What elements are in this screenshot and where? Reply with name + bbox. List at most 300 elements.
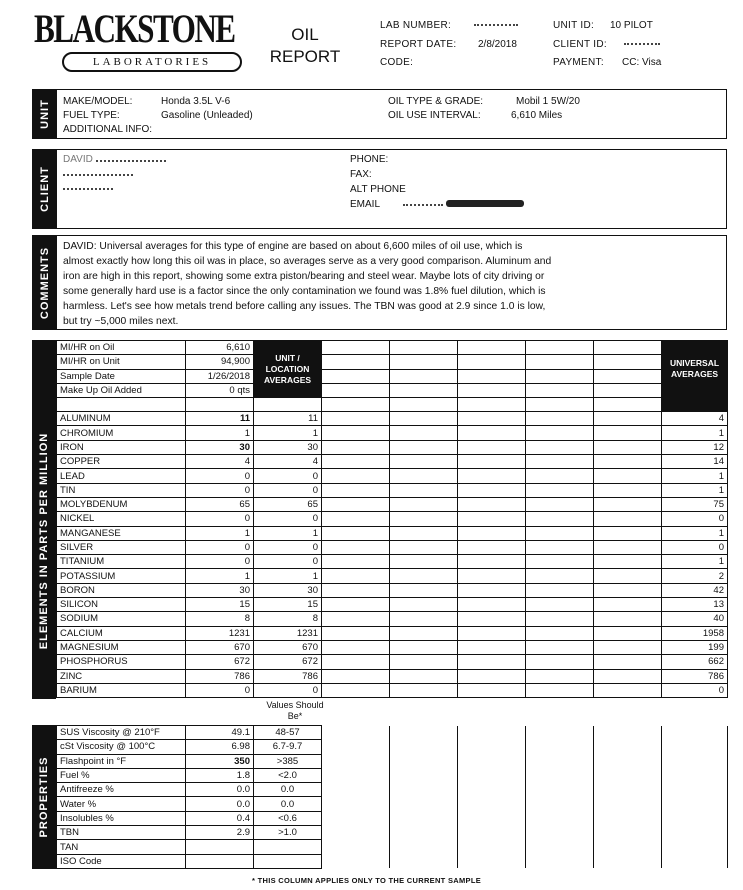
empty-cell (594, 797, 662, 811)
properties-table (56, 725, 728, 869)
empty-cell (526, 555, 594, 569)
comments-side-label: COMMENTS (33, 236, 57, 329)
element-universal-average: 75 (662, 497, 728, 511)
empty-cell (526, 497, 594, 511)
empty-cell (458, 655, 526, 669)
element-unit-average: 1 (254, 569, 322, 583)
spacer-cell (57, 398, 186, 412)
spacer-cell (526, 398, 594, 412)
empty-cell (458, 555, 526, 569)
element-universal-average: 40 (662, 612, 728, 626)
element-unit-average: 0 (254, 555, 322, 569)
empty-cell (594, 854, 662, 868)
empty-cell (458, 569, 526, 583)
empty-cell (526, 483, 594, 497)
element-name: MAGNESIUM (57, 640, 186, 654)
empty-cell (390, 526, 458, 540)
element-row (57, 598, 728, 612)
element-unit-average: 0 (254, 469, 322, 483)
client-city-redacted (63, 182, 113, 193)
oil-type-label: OIL TYPE & GRADE: (388, 96, 484, 107)
element-unit-average: 0 (254, 540, 322, 554)
element-name: PHOSPHORUS (57, 655, 186, 669)
empty-cell (594, 669, 662, 683)
lab-number-label: LAB NUMBER: (380, 20, 452, 31)
empty-cell (662, 854, 728, 868)
spacer-cell (254, 398, 322, 412)
element-name: BARIUM (57, 683, 186, 697)
report-title: OIL REPORT (269, 25, 341, 66)
logo-wordmark: BLACKSTONE (34, 6, 235, 51)
empty-cell (526, 797, 594, 811)
empty-cell (322, 640, 390, 654)
empty-cell (662, 840, 728, 854)
property-name: SUS Viscosity @ 210°F (57, 726, 186, 740)
element-name: TITANIUM (57, 555, 186, 569)
empty-cell (322, 797, 390, 811)
element-unit-average: 672 (254, 655, 322, 669)
unit-section (32, 89, 727, 139)
empty-cell (662, 754, 728, 768)
element-name: ZINC (57, 669, 186, 683)
empty-cell (594, 640, 662, 654)
empty-cell (526, 426, 594, 440)
empty-cell (662, 797, 728, 811)
property-value: 49.1 (186, 726, 254, 740)
empty-cell (458, 341, 526, 355)
element-current-value: 0 (186, 555, 254, 569)
element-name: IRON (57, 440, 186, 454)
empty-cell (662, 740, 728, 754)
elements-table (56, 340, 728, 698)
empty-cell (594, 555, 662, 569)
fax-label: FAX: (350, 169, 372, 180)
element-name: ALUMINUM (57, 412, 186, 426)
oil-use-label: OIL USE INTERVAL: (388, 110, 481, 121)
element-row (57, 469, 728, 483)
empty-cell (390, 754, 458, 768)
element-universal-average: 2 (662, 569, 728, 583)
empty-cell (594, 598, 662, 612)
empty-cell (594, 412, 662, 426)
empty-cell (458, 583, 526, 597)
logo-subtitle: LABORATORIES (62, 52, 242, 72)
empty-cell (458, 783, 526, 797)
empty-cell (526, 512, 594, 526)
empty-cell (594, 426, 662, 440)
empty-cell (594, 369, 662, 383)
empty-cell (390, 669, 458, 683)
sample-info-value: 0 qts (186, 383, 254, 397)
element-row (57, 612, 728, 626)
empty-cell (322, 669, 390, 683)
empty-cell (322, 726, 390, 740)
property-value: 1.8 (186, 768, 254, 782)
empty-cell (322, 583, 390, 597)
element-name: TIN (57, 483, 186, 497)
property-should-be: 0.0 (254, 797, 322, 811)
empty-cell (322, 455, 390, 469)
property-name: Water % (57, 797, 186, 811)
element-universal-average: 42 (662, 583, 728, 597)
empty-cell (390, 612, 458, 626)
element-row (57, 455, 728, 469)
empty-cell (390, 726, 458, 740)
property-should-be: >385 (254, 754, 322, 768)
element-current-value: 670 (186, 640, 254, 654)
element-universal-average: 199 (662, 640, 728, 654)
empty-cell (594, 440, 662, 454)
empty-cell (458, 440, 526, 454)
empty-cell (390, 369, 458, 383)
sample-info-label: Make Up Oil Added (57, 383, 186, 397)
property-value: 2.9 (186, 826, 254, 840)
empty-cell (594, 483, 662, 497)
empty-cell (594, 826, 662, 840)
sample-info-value: 94,900 (186, 355, 254, 369)
make-model-value: Honda 3.5L V-6 (161, 96, 231, 107)
empty-cell (322, 469, 390, 483)
empty-cell (390, 355, 458, 369)
empty-cell (526, 768, 594, 782)
empty-cell (458, 626, 526, 640)
element-row (57, 526, 728, 540)
property-row (57, 740, 728, 754)
empty-cell (458, 854, 526, 868)
additional-info-label: ADDITIONAL INFO: (63, 124, 153, 135)
oil-use-value: 6,610 Miles (511, 110, 563, 121)
empty-cell (322, 412, 390, 426)
element-universal-average: 786 (662, 669, 728, 683)
element-name: SILICON (57, 598, 186, 612)
empty-cell (594, 768, 662, 782)
element-row (57, 512, 728, 526)
empty-cell (594, 383, 662, 397)
element-current-value: 0 (186, 540, 254, 554)
element-name: MANGANESE (57, 526, 186, 540)
element-unit-average: 1 (254, 426, 322, 440)
empty-cell (594, 811, 662, 825)
property-name: cSt Viscosity @ 100°C (57, 740, 186, 754)
element-universal-average: 1 (662, 469, 728, 483)
element-name: NICKEL (57, 512, 186, 526)
client-section (32, 149, 727, 229)
unit-id-value: 10 PILOT (610, 20, 653, 31)
empty-cell (322, 526, 390, 540)
element-name: MOLYBDENUM (57, 497, 186, 511)
empty-cell (526, 726, 594, 740)
client-side-label: CLIENT (33, 150, 57, 228)
property-value: 350 (186, 754, 254, 768)
company-logo (34, 8, 238, 76)
empty-cell (322, 768, 390, 782)
empty-cell (526, 612, 594, 626)
element-name: SODIUM (57, 612, 186, 626)
empty-cell (526, 754, 594, 768)
empty-cell (322, 440, 390, 454)
element-universal-average: 14 (662, 455, 728, 469)
empty-cell (322, 740, 390, 754)
empty-cell (390, 768, 458, 782)
element-row (57, 655, 728, 669)
elements-side-label: ELEMENTS IN PARTS PER MILLION (32, 340, 56, 699)
element-name: COPPER (57, 455, 186, 469)
element-unit-average: 65 (254, 497, 322, 511)
empty-cell (322, 555, 390, 569)
empty-cell (526, 526, 594, 540)
fuel-type-label: FUEL TYPE: (63, 110, 120, 121)
values-should-be-header: Values Should Be* (266, 700, 324, 721)
element-universal-average: 12 (662, 440, 728, 454)
property-row (57, 854, 728, 868)
property-name: Insolubles % (57, 811, 186, 825)
empty-cell (322, 683, 390, 697)
oil-type-value: Mobil 1 5W/20 (516, 96, 580, 107)
element-current-value: 15 (186, 598, 254, 612)
property-name: TAN (57, 840, 186, 854)
empty-cell (526, 598, 594, 612)
element-name: BORON (57, 583, 186, 597)
element-row (57, 540, 728, 554)
element-current-value: 30 (186, 440, 254, 454)
empty-cell (526, 740, 594, 754)
property-should-be (254, 840, 322, 854)
empty-cell (526, 383, 594, 397)
empty-cell (594, 341, 662, 355)
element-row (57, 497, 728, 511)
property-should-be: >1.0 (254, 826, 322, 840)
empty-cell (526, 341, 594, 355)
empty-cell (322, 569, 390, 583)
empty-cell (390, 440, 458, 454)
empty-cell (458, 412, 526, 426)
empty-cell (458, 797, 526, 811)
empty-cell (526, 412, 594, 426)
element-current-value: 1 (186, 426, 254, 440)
empty-cell (390, 683, 458, 697)
empty-cell (390, 512, 458, 526)
empty-cell (526, 569, 594, 583)
sample-info-label: Sample Date (57, 369, 186, 383)
property-row (57, 768, 728, 782)
empty-cell (322, 383, 390, 397)
client-id-label: CLIENT ID: (553, 39, 607, 50)
element-row (57, 412, 728, 426)
unit-averages-header: UNIT / LOCATION AVERAGES (254, 341, 322, 398)
sample-info-row (57, 369, 728, 383)
element-row (57, 669, 728, 683)
element-universal-average: 0 (662, 683, 728, 697)
empty-cell (322, 811, 390, 825)
element-universal-average: 4 (662, 412, 728, 426)
comments-text: DAVID: Universal averages for this type of engine are based on about 6,600 miles of oil use, which is almost exactly how long this oil was in place, so averages serve as a very good comparison. Aluminum and iron are high in this report, showing some extra piston/bearing and steel wear. Maybe lots of city driving or some generally hard use is a factor since the only contamination we found was 1.8% fuel dilution, which is harmless. Let's see how metals trend before calling any issues. The TBN was good at 2.9 since 1.0 is low, but try ~5,000 miles next. (63, 241, 552, 327)
sample-info-value: 6,610 (186, 341, 254, 355)
empty-cell (322, 512, 390, 526)
spacer-cell (458, 398, 526, 412)
empty-cell (526, 669, 594, 683)
empty-cell (458, 740, 526, 754)
element-row (57, 583, 728, 597)
element-unit-average: 0 (254, 512, 322, 526)
element-current-value: 672 (186, 655, 254, 669)
email-label: EMAIL (350, 199, 381, 210)
empty-cell (458, 426, 526, 440)
property-value: 0.4 (186, 811, 254, 825)
element-universal-average: 1 (662, 483, 728, 497)
empty-cell (322, 783, 390, 797)
empty-cell (458, 526, 526, 540)
element-universal-average: 0 (662, 512, 728, 526)
comments-section (32, 235, 727, 330)
element-unit-average: 30 (254, 440, 322, 454)
property-should-be: <0.6 (254, 811, 322, 825)
empty-cell (458, 683, 526, 697)
element-current-value: 0 (186, 469, 254, 483)
empty-cell (322, 355, 390, 369)
property-row (57, 783, 728, 797)
element-universal-average: 0 (662, 540, 728, 554)
empty-cell (390, 583, 458, 597)
spacer-row (57, 398, 728, 412)
empty-cell (594, 497, 662, 511)
empty-cell (458, 483, 526, 497)
empty-cell (322, 754, 390, 768)
empty-cell (390, 598, 458, 612)
report-date-value: 2/8/2018 (478, 39, 517, 50)
sample-info-label: MI/HR on Unit (57, 355, 186, 369)
empty-cell (322, 655, 390, 669)
fuel-type-value: Gasoline (Unleaded) (161, 110, 253, 121)
empty-cell (594, 840, 662, 854)
empty-cell (390, 383, 458, 397)
empty-cell (322, 540, 390, 554)
element-current-value: 30 (186, 583, 254, 597)
element-universal-average: 1 (662, 526, 728, 540)
element-row (57, 426, 728, 440)
property-value: 6.98 (186, 740, 254, 754)
element-current-value: 11 (186, 412, 254, 426)
empty-cell (390, 341, 458, 355)
element-universal-average: 13 (662, 598, 728, 612)
element-universal-average: 1 (662, 555, 728, 569)
empty-cell (458, 512, 526, 526)
element-universal-average: 1 (662, 426, 728, 440)
property-row (57, 726, 728, 740)
empty-cell (526, 583, 594, 597)
property-row (57, 826, 728, 840)
empty-cell (594, 355, 662, 369)
empty-cell (390, 740, 458, 754)
element-current-value: 4 (186, 455, 254, 469)
empty-cell (322, 626, 390, 640)
empty-cell (458, 726, 526, 740)
alt-phone-label: ALT PHONE (350, 184, 406, 195)
empty-cell (458, 768, 526, 782)
client-id-redacted (624, 37, 660, 48)
sample-info-value: 1/26/2018 (186, 369, 254, 383)
sample-info-row (57, 341, 728, 355)
empty-cell (322, 426, 390, 440)
empty-cell (322, 341, 390, 355)
spacer-cell (594, 398, 662, 412)
element-name: SILVER (57, 540, 186, 554)
property-value: 0.0 (186, 783, 254, 797)
property-row (57, 811, 728, 825)
element-row (57, 569, 728, 583)
property-should-be: 6.7-9.7 (254, 740, 322, 754)
empty-cell (594, 540, 662, 554)
property-should-be: 48-57 (254, 726, 322, 740)
property-row (57, 754, 728, 768)
element-unit-average: 4 (254, 455, 322, 469)
element-row (57, 555, 728, 569)
empty-cell (322, 840, 390, 854)
empty-cell (526, 440, 594, 454)
empty-cell (526, 369, 594, 383)
empty-cell (662, 826, 728, 840)
empty-cell (390, 826, 458, 840)
empty-cell (458, 811, 526, 825)
property-row (57, 797, 728, 811)
make-model-label: MAKE/MODEL: (63, 96, 133, 107)
phone-label: PHONE: (350, 154, 389, 165)
element-name: POTASSIUM (57, 569, 186, 583)
element-name: CALCIUM (57, 626, 186, 640)
element-unit-average: 15 (254, 598, 322, 612)
empty-cell (594, 612, 662, 626)
element-universal-average: 662 (662, 655, 728, 669)
spacer-cell (322, 398, 390, 412)
unit-side-label: UNIT (33, 90, 57, 138)
empty-cell (458, 497, 526, 511)
element-row (57, 640, 728, 654)
empty-cell (662, 783, 728, 797)
empty-cell (322, 598, 390, 612)
spacer-cell (186, 398, 254, 412)
property-should-be: <2.0 (254, 768, 322, 782)
empty-cell (526, 826, 594, 840)
empty-cell (322, 612, 390, 626)
empty-cell (594, 783, 662, 797)
element-name: LEAD (57, 469, 186, 483)
unit-id-label: UNIT ID: (553, 20, 595, 31)
client-name: DAVID (63, 154, 166, 165)
empty-cell (526, 540, 594, 554)
property-name: TBN (57, 826, 186, 840)
empty-cell (594, 754, 662, 768)
empty-cell (458, 754, 526, 768)
empty-cell (458, 598, 526, 612)
element-current-value: 65 (186, 497, 254, 511)
empty-cell (662, 811, 728, 825)
empty-cell (594, 740, 662, 754)
empty-cell (526, 626, 594, 640)
element-current-value: 1231 (186, 626, 254, 640)
empty-cell (390, 426, 458, 440)
sample-info-label: MI/HR on Oil (57, 341, 186, 355)
element-unit-average: 670 (254, 640, 322, 654)
empty-cell (594, 655, 662, 669)
empty-cell (594, 455, 662, 469)
element-universal-average: 1958 (662, 626, 728, 640)
lab-number-redacted (474, 18, 518, 29)
universal-averages-header: UNIVERSAL AVERAGES (662, 341, 728, 398)
empty-cell (390, 840, 458, 854)
empty-cell (458, 469, 526, 483)
empty-cell (390, 540, 458, 554)
element-unit-average: 30 (254, 583, 322, 597)
empty-cell (322, 369, 390, 383)
